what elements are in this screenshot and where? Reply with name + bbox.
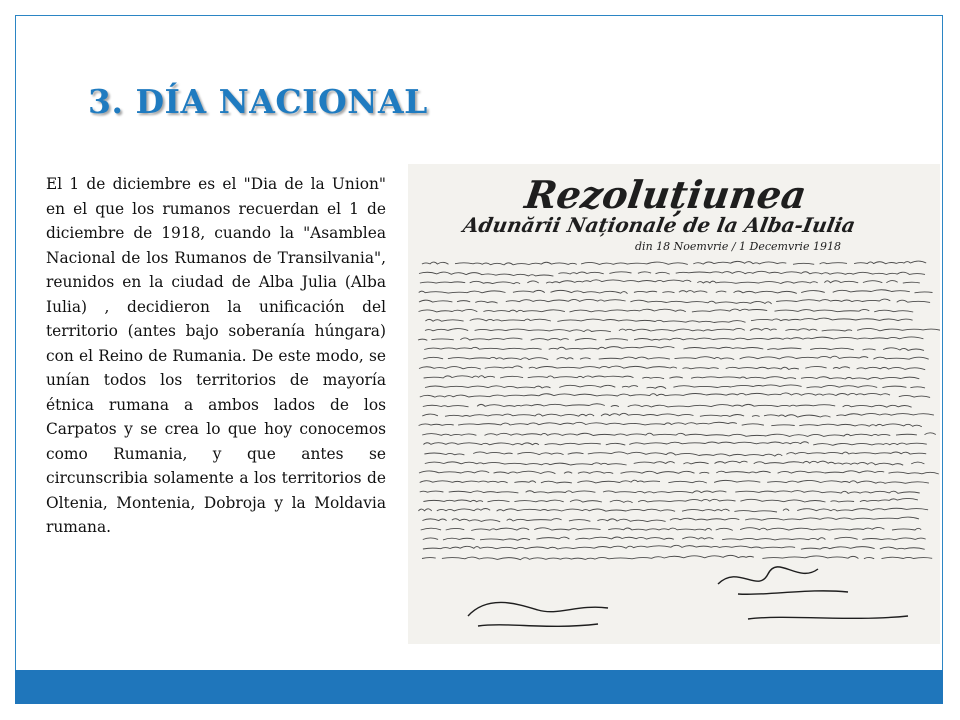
handwriting-line — [419, 290, 933, 294]
document-subheading-script: Adunării Naționale de la Alba-Iulia — [461, 213, 858, 237]
handwriting-line — [419, 366, 925, 370]
handwriting-line — [418, 337, 923, 340]
slide-body-text: El 1 de diciembre es el "Dia de la Union" en el que los rumanos recuerdan el 1 de diciembre de 1918, cuando la "Asamblea Nacional de los Rumanos de Transilvania", reunidos en la ciudad de Alba Julia (Alba Iulia) , decidieron la unificación del territorio (antes bajo soberanía húngara) con el Reino de Rumania. De este modo, se unían todos los territorios de mayoría étnica rumana a ambos lados de los Carpatos y se crea lo que hoy conocemos como Rumania, y que antes se circunscribia solamente a los territorios de Oltenia, Montenia, Dobroja y la Moldavia rumana. — [46, 175, 386, 536]
handwriting-line — [418, 508, 928, 512]
handwriting-line — [423, 404, 919, 407]
handwriting-line — [419, 299, 930, 304]
handwriting-line — [422, 261, 926, 265]
handwriting-line — [422, 517, 925, 522]
handwriting-line — [419, 471, 939, 474]
document-heading-script: Rezoluțiunea — [522, 173, 810, 218]
slide-title: 3. DÍA NACIONAL — [88, 82, 428, 121]
handwriting-line — [420, 280, 920, 284]
handwriting-line — [420, 480, 929, 483]
handwritten-lines — [418, 261, 940, 560]
handwriting-line — [423, 356, 928, 359]
handwriting-line — [419, 309, 914, 312]
handwriting-line — [424, 452, 926, 456]
handwriting-line — [419, 271, 931, 276]
handwriting-line — [424, 376, 920, 380]
handwriting-line — [424, 346, 924, 350]
handwriting-line — [420, 393, 930, 397]
handwriting-line — [423, 498, 922, 502]
resolution-document-image — [408, 164, 940, 644]
handwriting-line — [419, 422, 922, 426]
handwriting-line — [423, 442, 926, 446]
handwriting-line — [423, 537, 926, 540]
handwriting-line — [421, 527, 922, 530]
handwriting-line — [425, 461, 925, 465]
handwriting-line — [422, 555, 939, 559]
handwriting-line — [420, 491, 929, 494]
handwriting-line — [425, 328, 940, 331]
handwriting-line — [425, 385, 925, 389]
signatures — [468, 567, 908, 626]
handwriting-line — [422, 433, 936, 437]
footer-band — [15, 670, 943, 704]
handwriting-line — [423, 545, 925, 549]
document-date-script: din 18 Noemvrie / 1 Decemvrie 1918 — [635, 240, 841, 253]
handwriting-line — [422, 413, 934, 417]
handwriting-line — [425, 318, 917, 322]
